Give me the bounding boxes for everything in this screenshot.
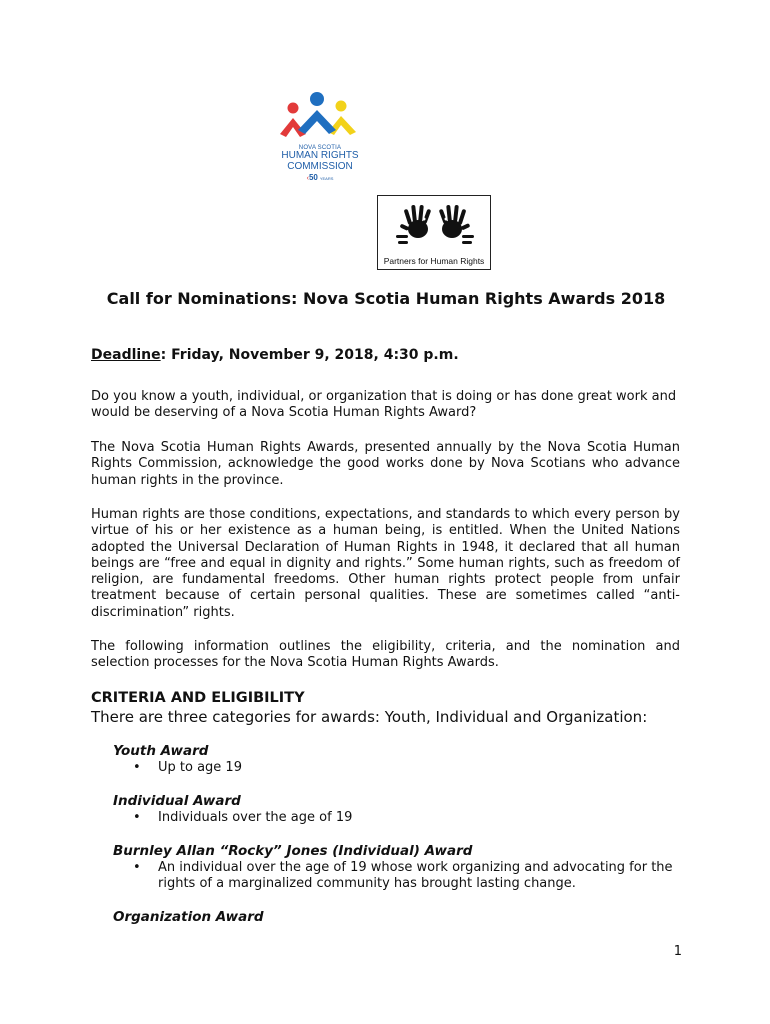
award-title: Burnley Allan “Rocky” Jones (Individual) Award (113, 843, 473, 859)
awards-description-paragraph: The Nova Scotia Human Rights Awards, presented annually by the Nova Scotia Human Rights Commission, acknowledge the good works done by Nova Scotians who advance human rights in the province. (91, 440, 680, 488)
award-title: Youth Award (113, 743, 209, 759)
deadline-value: : Friday, November 9, 2018, 4:30 p.m. (160, 347, 459, 363)
list-item (113, 810, 683, 826)
partners-label: Partners for Human Rights (383, 256, 485, 266)
anniversary-label: YEARS (319, 176, 334, 182)
document-title: Call for Nominations: Nova Scotia Human Rights Awards 2018 (106, 289, 666, 308)
outline-paragraph: The following information outlines the eligibility, criteria, and the nomination and selection processes for the Nova Scotia Human Rights Awards. (91, 639, 680, 671)
list-item (113, 760, 683, 776)
hands-icon (392, 199, 478, 249)
human-rights-definition-paragraph: Human rights are those conditions, expectations, and standards to which every person by virtue of his or her existence as a human being, is entitled. When the United Nations adopted the Universal Declaration of Human Rights in 1948, it declared that all human beings are “free and equal in dignity and rights.” Some human rights, such as freedom of religion, are fundamental freedoms. Other human rights protect people from unfair treatment because of certain personal qualities. These are sometimes called “anti-discrimination” rights. (91, 507, 680, 620)
intro-paragraph: Do you know a youth, individual, or organization that is doing or has done great work and would be deserving of a Nova Scotia Human Rights Award? (91, 389, 677, 421)
nshrc-logo (272, 90, 368, 194)
award-title: Individual Award (113, 793, 241, 809)
bullet-icon: • (133, 810, 141, 825)
award-individual (113, 793, 683, 826)
award-organization (113, 909, 683, 926)
award-criterion: Individuals over the age of 19 (158, 810, 353, 825)
nshrc-line2: HUMAN RIGHTS (281, 150, 359, 162)
deadline-line (91, 347, 459, 363)
deadline-label: Deadline (91, 347, 161, 363)
partners-logo (377, 195, 491, 270)
bullet-icon: • (133, 760, 141, 775)
people-figures-icon (278, 90, 362, 146)
criteria-intro: There are three categories for awards: Youth, Individual and Organization: (91, 708, 648, 726)
page-number: 1 (673, 944, 682, 959)
anniversary-badge (272, 174, 368, 182)
award-criterion: Up to age 19 (158, 760, 242, 775)
award-rocky-jones (113, 843, 683, 893)
award-title: Organization Award (113, 909, 264, 925)
criteria-heading: CRITERIA AND ELIGIBILITY (91, 690, 305, 706)
award-criterion: An individual over the age of 19 whose work organizing and advocating for the rights of a marginalized community has brought lasting change. (158, 860, 673, 892)
nshrc-line3: COMMISSION (287, 160, 353, 172)
anniversary-number: 50 (308, 173, 318, 183)
nshrc-line1: NOVA SCOTIA (298, 145, 342, 151)
chevron-left-icon: ‹ (306, 175, 309, 183)
award-youth (113, 743, 683, 776)
list-item (113, 860, 683, 893)
bullet-icon: • (133, 860, 141, 875)
